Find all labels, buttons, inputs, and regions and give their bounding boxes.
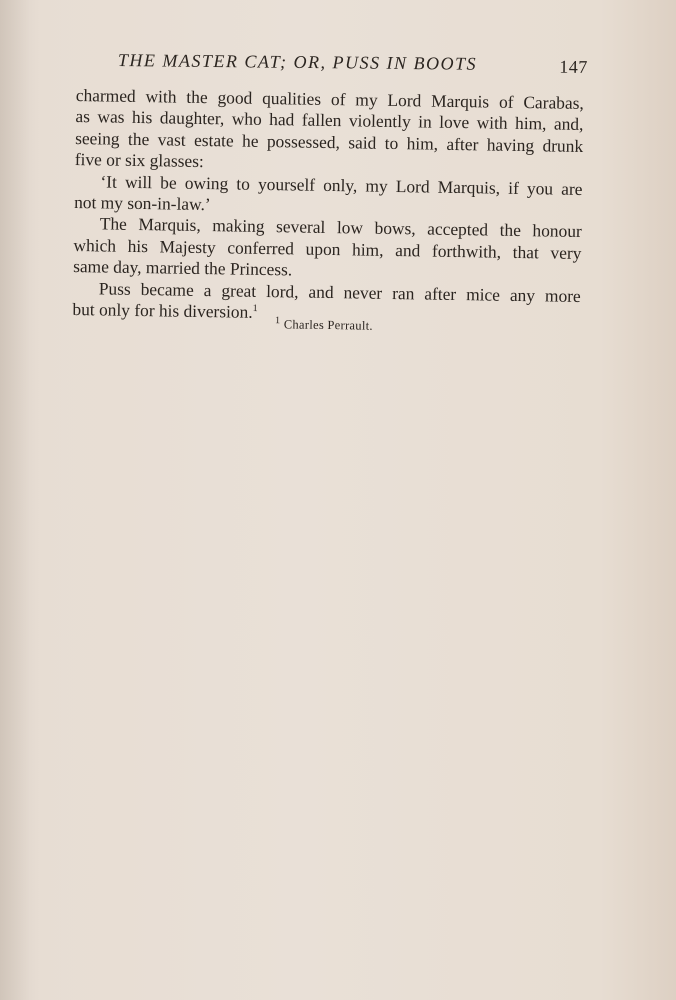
text-line: five or six glasses: (74, 149, 204, 172)
running-head (117, 50, 588, 77)
body-text (72, 85, 584, 328)
text-line: which his Majesty conferred upon him, and forthwith, that very (73, 234, 582, 263)
text-line: charmed with the good qualities of my Lord Marquis of Carabas, (75, 85, 584, 113)
text-line: seeing the vast estate he possessed, said to him, after having drunk (75, 127, 584, 156)
running-title: THE MASTER CAT; OR, PUSS IN BOOTS (117, 50, 478, 74)
page-number: 147 (559, 56, 588, 77)
text-line: The Marquis, making several low bows, accepted the honour (99, 213, 582, 242)
text-line-content: but only for his diversion. (72, 298, 253, 322)
footnote-mark: 1 (274, 315, 281, 327)
text-line: Puss became a great lord, and never ran after mice any more (98, 277, 581, 306)
text-line: not my son-in-law.’ (74, 191, 211, 215)
footnote (275, 317, 373, 334)
text-line: same day, married the Princess. (72, 256, 293, 280)
text-line: ‘It will be owing to yourself only, my Lord Marquis, if you are (100, 170, 583, 199)
footnote-reference: 1 (252, 302, 258, 314)
page-gutter-shadow (0, 0, 40, 1000)
text-line: as was his daughter, who had fallen violently in love with him, and, (75, 106, 584, 135)
footnote-text: Charles Perrault. (283, 317, 373, 333)
